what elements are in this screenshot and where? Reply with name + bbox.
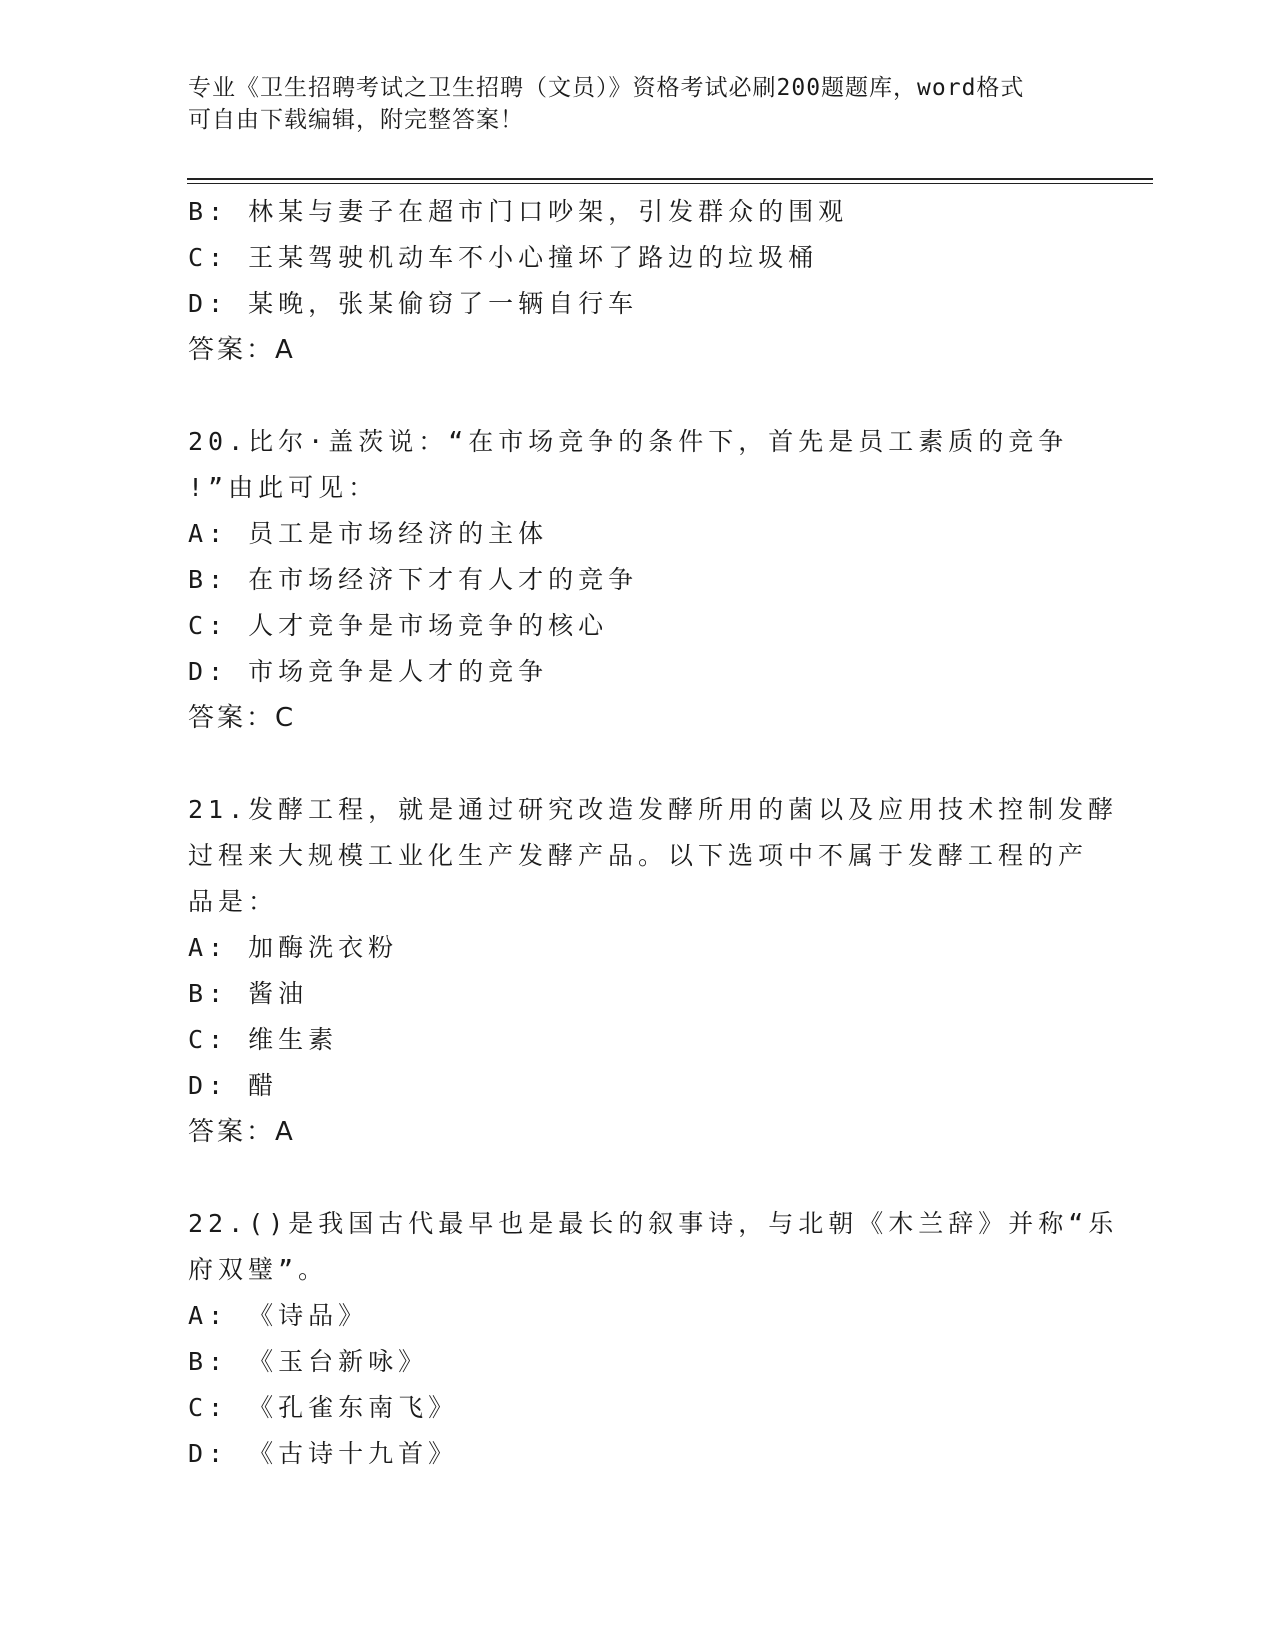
question-stem-line: 品是： [188,887,279,916]
question-22 [188,1201,1119,1477]
spacer [188,373,1088,419]
option-b: B: 酱油 [188,979,309,1008]
option-a: A: 加酶洗衣粉 [188,933,399,962]
option-a: A: 《诗品》 [188,1301,369,1330]
header-line-1: 专业《卫生招聘考试之卫生招聘（文员）》资格考试必刷200题题库，word格式 [188,75,1025,101]
option-c: C: 人才竞争是市场竞争的核心 [188,611,609,640]
question-20 [188,419,1088,741]
option-c: C: 《孔雀东南飞》 [188,1393,459,1422]
question-21 [188,787,1119,1155]
option-d: D: 《古诗十九首》 [188,1439,459,1468]
spacer [188,1155,1088,1201]
answer-line: 答案：A [188,335,296,365]
option-a: A: 员工是市场经济的主体 [188,519,549,548]
question-list [188,189,1119,1477]
option-b: B: 《玉台新咏》 [188,1347,429,1376]
question-stem-line: 府双璧”。 [188,1255,329,1284]
option-c: C: 王某驾驶机动车不小心撞坏了路边的垃圾桶 [188,243,819,272]
document-header [188,72,1088,136]
header-divider-thin [187,183,1153,184]
option-d: D: 市场竞争是人才的竞争 [188,657,549,686]
header-line-2: 可自由下载编辑，附完整答案！ [188,107,524,133]
question-stem-line: 21.发酵工程，就是通过研究改造发酵所用的菌以及应用技术控制发酵 [188,795,1119,824]
option-c: C: 维生素 [188,1025,339,1054]
answer-line: 答案：C [188,703,297,733]
option-d: D: 醋 [188,1071,279,1100]
header-divider-thick [187,178,1153,180]
option-b: B: 林某与妻子在超市门口吵架，引发群众的围观 [188,197,849,226]
question-stem-line: 20.比尔·盖茨说：“在市场竞争的条件下，首先是员工素质的竞争 [188,427,1069,456]
spacer [188,741,1088,787]
question-stem-line: !”由此可见： [188,473,379,502]
option-d: D: 某晚，张某偷窃了一辆自行车 [188,289,639,318]
question-stem-line: 22.()是我国古代最早也是最长的叙事诗，与北朝《木兰辞》并称“乐 [188,1209,1119,1238]
question-stem-line: 过程来大规模工业化生产发酵产品。以下选项中不属于发酵工程的产 [188,841,1089,870]
question-19-continuation [188,189,1088,373]
answer-line: 答案：A [188,1117,296,1147]
option-b: B: 在市场经济下才有人才的竞争 [188,565,639,594]
